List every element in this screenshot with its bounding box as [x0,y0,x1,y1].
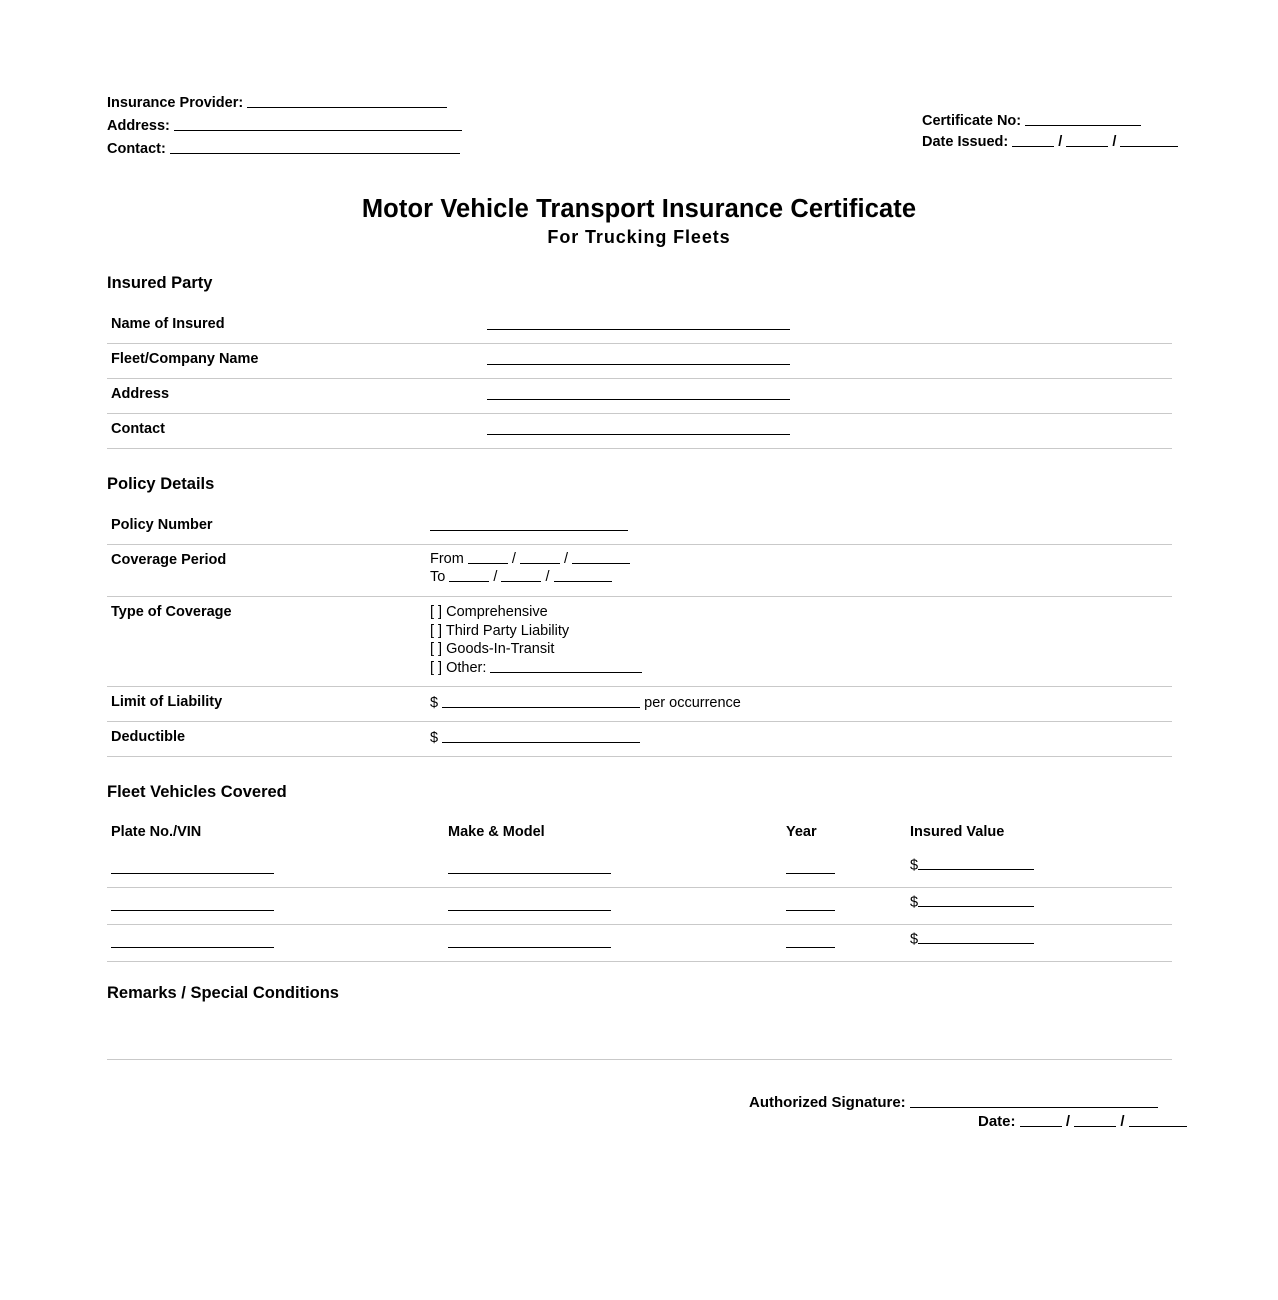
policy-number-input-rule[interactable] [430,517,628,531]
year-input-rule[interactable] [786,860,835,874]
label-deductible: Deductible [111,729,186,745]
coverage-option-third-party-liability[interactable]: [ ] Third Party Liability [430,622,570,639]
provider-address-label: Address: [107,118,170,134]
coverage-from-year-rule[interactable] [572,550,630,564]
signature-date-day-rule[interactable] [1074,1112,1116,1127]
plate-vin-input-rule[interactable] [111,934,274,948]
value-policy-number [430,517,628,534]
table-row [107,851,1172,888]
row-limit-of-liability [107,687,1172,722]
year-input-rule[interactable] [786,934,835,948]
coverage-option-goods-in-transit[interactable]: [ ] Goods-In-Transit [430,641,555,658]
cell-make-model [448,897,611,914]
plate-vin-input-rule[interactable] [111,897,274,911]
certificate-meta-block [922,111,1178,153]
cell-plate-vin [111,897,274,914]
coverage-to-month-rule[interactable] [449,568,489,582]
coverage-to-label: To [430,569,446,586]
column-header-make-model: Make & Model [448,824,545,840]
cell-year [786,934,835,951]
cell-insured-value [910,856,1034,873]
value-coverage-period-from [430,550,630,567]
label-insured-contact: Contact [111,421,165,437]
insured-contact-input-rule[interactable] [487,421,790,435]
date-issued-label: Date Issued: [922,134,1009,150]
insurance-provider-label: Insurance Provider: [107,95,244,111]
cell-insured-value [910,930,1034,947]
insured-value-input-rule[interactable] [918,930,1034,944]
coverage-to-year-rule[interactable] [554,568,612,582]
value-name-of-insured [487,316,790,333]
provider-address-field [107,115,462,138]
coverage-to-day-rule[interactable] [501,568,541,582]
signature-date-month-rule[interactable] [1020,1112,1062,1127]
label-fleet-company-name: Fleet/Company Name [111,351,259,367]
row-fleet-company-name [107,344,1172,379]
section-heading-insured-party: Insured Party [107,274,213,292]
value-insured-address [487,386,790,403]
date-issued-field [922,132,1178,153]
date-issued-month-rule[interactable] [1012,133,1054,147]
cell-insured-value [910,893,1034,910]
coverage-from-sep-2: / [564,551,569,568]
page-title: Motor Vehicle Transport Insurance Certificate [361,195,917,223]
table-row [107,888,1172,925]
column-header-plate-vin: Plate No./VIN [111,824,202,840]
coverage-option-other-label: [ ] Other: [430,659,487,676]
authorized-signature-label: Authorized Signature: [749,1093,906,1111]
label-type-of-coverage: Type of Coverage [111,604,232,620]
column-header-year: Year [786,824,817,840]
row-name-of-insured [107,309,1172,344]
certificate-no-input-rule[interactable] [1025,112,1141,126]
insured-address-input-rule[interactable] [487,386,790,400]
table-row [107,925,1172,962]
coverage-from-label: From [430,551,464,568]
signature-date-field [978,1112,1187,1130]
provider-contact-label: Contact: [107,141,166,157]
signature-date-sep-2: / [1120,1112,1125,1130]
row-coverage-period [107,545,1172,597]
authorized-signature-input-rule[interactable] [910,1093,1158,1108]
row-insured-contact [107,414,1172,449]
section-heading-fleet-vehicles: Fleet Vehicles Covered [107,783,287,801]
insured-value-currency-symbol: $ [910,931,919,948]
date-issued-sep-2: / [1112,134,1117,150]
limit-currency-symbol: $ [430,695,439,712]
cell-year [786,860,835,877]
value-coverage-period-to [430,568,612,585]
plate-vin-input-rule[interactable] [111,860,274,874]
section-heading-remarks: Remarks / Special Conditions [107,984,339,1002]
insured-value-input-rule[interactable] [918,856,1034,870]
coverage-options-list [430,603,642,677]
make-model-input-rule[interactable] [448,897,611,911]
certificate-no-field [922,111,1178,132]
value-limit-of-liability [430,694,741,711]
insured-value-input-rule[interactable] [918,893,1034,907]
provider-info-block [107,92,462,161]
year-input-rule[interactable] [786,897,835,911]
limit-suffix-label: per occurrence [644,695,741,712]
insured-value-currency-symbol: $ [910,857,919,874]
value-deductible [430,729,640,746]
value-insured-contact [487,421,790,438]
row-deductible [107,722,1172,757]
coverage-to-sep-1: / [493,569,498,586]
remarks-input-area[interactable] [107,1019,1172,1060]
signature-date-label: Date: [978,1112,1016,1130]
signature-date-sep-1: / [1065,1112,1071,1130]
coverage-option-other-input-rule[interactable] [490,659,642,673]
cell-make-model [448,860,611,877]
provider-address-input-rule[interactable] [174,117,462,131]
row-policy-number [107,510,1172,545]
coverage-option-comprehensive[interactable]: [ ] Comprehensive [430,604,548,620]
column-header-insured-value: Insured Value [910,824,1005,840]
insurance-provider-input-rule[interactable] [247,94,447,108]
label-insured-address: Address [111,386,170,402]
cell-year [786,897,835,914]
make-model-input-rule[interactable] [448,860,611,874]
coverage-from-day-rule[interactable] [520,550,560,564]
make-model-input-rule[interactable] [448,934,611,948]
value-fleet-company-name [487,351,790,368]
label-name-of-insured: Name of Insured [111,316,225,332]
coverage-from-month-rule[interactable] [468,550,508,564]
signature-date-year-rule[interactable] [1129,1112,1187,1127]
certificate-no-label: Certificate No: [922,113,1022,129]
provider-contact-input-rule[interactable] [170,140,460,154]
name-of-insured-input-rule[interactable] [487,316,790,330]
section-heading-policy-details: Policy Details [107,475,215,493]
page-subtitle: For Trucking Fleets [547,227,731,247]
date-issued-year-rule[interactable] [1120,133,1178,147]
coverage-option-other[interactable] [430,659,642,678]
row-type-of-coverage [107,597,1172,687]
label-coverage-period: Coverage Period [111,552,227,568]
label-policy-number: Policy Number [111,517,213,533]
row-insured-address [107,379,1172,414]
label-limit-of-liability: Limit of Liability [111,694,223,710]
cell-plate-vin [111,860,274,877]
provider-contact-field [107,138,462,161]
coverage-from-sep-1: / [511,551,516,568]
date-issued-sep-1: / [1058,134,1063,150]
deductible-currency-symbol: $ [430,730,439,747]
limit-of-liability-input-rule[interactable] [442,694,640,708]
deductible-input-rule[interactable] [442,729,640,743]
fleet-company-name-input-rule[interactable] [487,351,790,365]
cell-make-model [448,934,611,951]
insured-value-currency-symbol: $ [910,894,919,911]
cell-plate-vin [111,934,274,951]
date-issued-day-rule[interactable] [1066,133,1108,147]
coverage-to-sep-2: / [545,569,550,586]
insurance-provider-field [107,92,462,115]
authorized-signature-field [749,1093,1158,1111]
